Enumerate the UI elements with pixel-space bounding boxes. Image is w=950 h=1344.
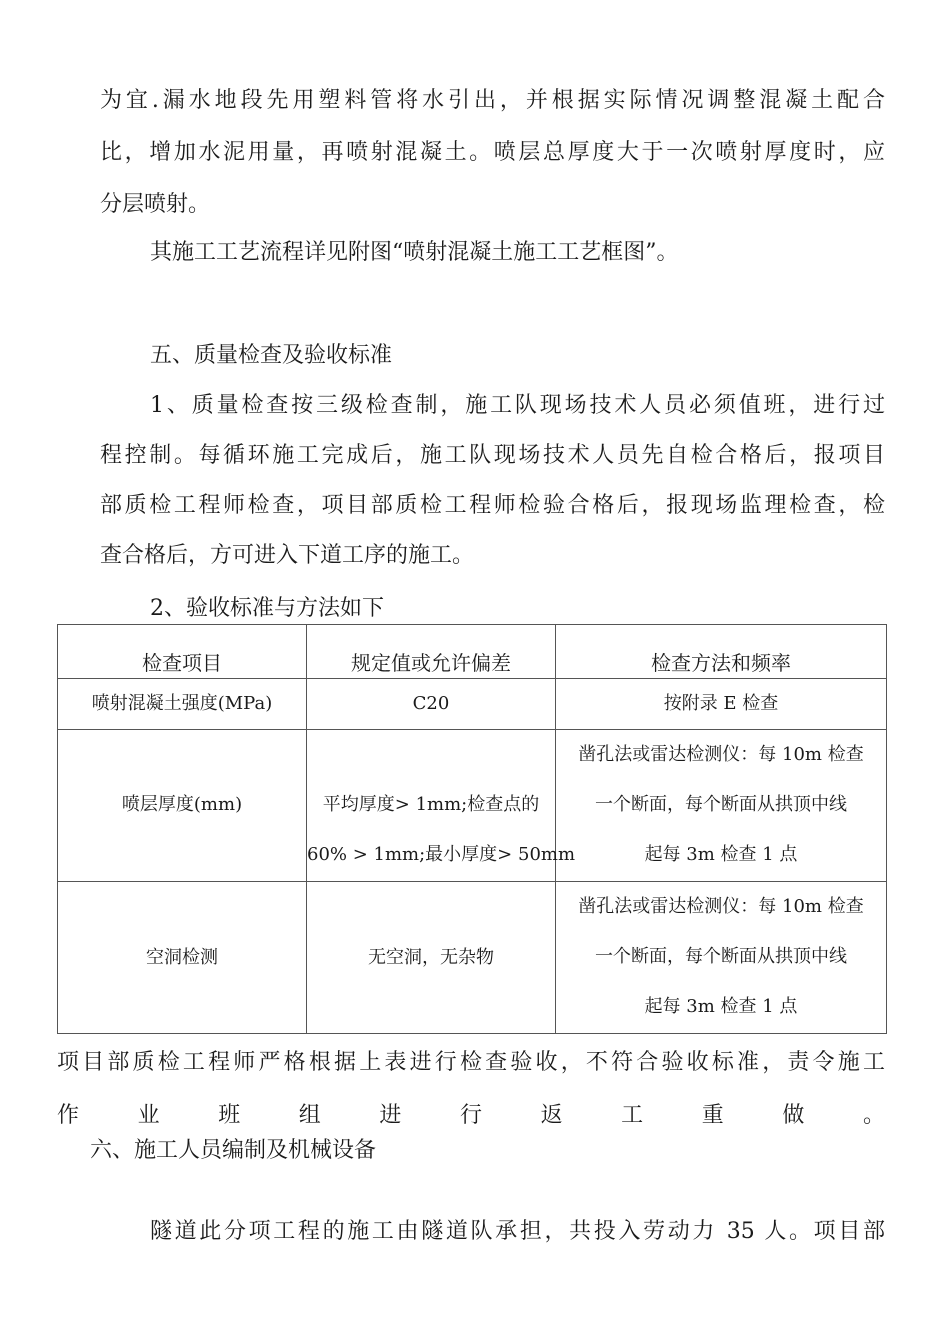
intro-line-3: 分层喷射。 [100, 192, 211, 217]
spaced-char: 班 [218, 1103, 241, 1128]
section5-item1-line-2: 程控制。每循环施工完成后，施工队现场技术人员先自检合格后，报项目 [100, 443, 885, 468]
spaced-char: 行 [459, 1103, 482, 1128]
section6-title: 六、施工人员编制及机械设备 [90, 1138, 377, 1163]
row3-method-line-3: 起每 3m 检查 1 点 [644, 996, 798, 1017]
header-specified-value: 规定值或允许偏差 [307, 625, 556, 679]
section6-paragraph: 隧道此分项工程的施工由隧道队承担，共投入劳动力 35 人。项目部 [150, 1219, 885, 1244]
row2-value-line-2: 60% > 1mm;最小厚度> 50mm [307, 844, 576, 865]
row3-method-line-1: 凿孔法或雷达检测仪：每 10m 检查 [578, 896, 864, 917]
after-table-line-1: 项目部质检工程师严格根据上表进行检查验收，不符合验收标准，责令施工 [57, 1050, 885, 1075]
intro-line-1: 为宜.漏水地段先用塑料管将水引出，并根据实际情况调整混凝土配合 [100, 88, 885, 113]
spaced-char: 。 [862, 1103, 885, 1128]
row1-value: C20 [307, 679, 556, 730]
spaced-char: 业 [137, 1103, 160, 1128]
row2-method-line-1: 凿孔法或雷达检测仪：每 10m 检查 [578, 744, 864, 765]
row3-method-line-2: 一个断面，每个断面从拱顶中线 [595, 946, 847, 967]
section5-item2-line: 2、验收标准与方法如下 [150, 596, 384, 621]
section5-item1-line-1: 1、质量检查按三级检查制，施工队现场技术人员必须值班，进行过 [150, 393, 885, 418]
spaced-char: 作 [57, 1103, 80, 1128]
row2-method-line-2: 一个断面，每个断面从拱顶中线 [595, 794, 847, 815]
row3-method [556, 882, 887, 1034]
row3-value: 无空洞，无杂物 [307, 882, 556, 1034]
header-check-method: 检查方法和频率 [556, 625, 887, 679]
row2-method [556, 730, 887, 882]
intro-line-2: 比，增加水泥用量，再喷射混凝土。喷层总厚度大于一次喷射厚度时，应 [100, 140, 885, 165]
section5-item1-line-4: 查合格后，方可进入下道工序的施工。 [100, 543, 475, 568]
acceptance-standards-table [57, 624, 887, 1034]
section5-item1-line-3: 部质检工程师检查，项目部质检工程师检验合格后，报现场监理检查，检 [100, 493, 885, 518]
table-header-row [58, 625, 887, 679]
row2-value [307, 730, 576, 882]
row1-method: 按附录 E 检查 [556, 679, 887, 730]
spaced-char: 进 [379, 1103, 402, 1128]
header-check-item: 检查项目 [58, 625, 307, 679]
flow-reference-line: 其施工工艺流程详见附图“喷射混凝土施工工艺框图”。 [150, 240, 679, 265]
table-row [58, 679, 887, 730]
row2-item: 喷层厚度(mm) [58, 730, 307, 882]
after-table-line-2 [57, 1101, 885, 1131]
row3-item: 空洞检测 [58, 882, 307, 1034]
row2-method-line-3: 起每 3m 检查 1 点 [644, 844, 798, 865]
spaced-char: 做 [782, 1103, 805, 1128]
spaced-char: 组 [298, 1103, 321, 1128]
spaced-char: 返 [540, 1103, 563, 1128]
spaced-char: 工 [621, 1103, 644, 1128]
table-row [58, 730, 887, 882]
table-row [58, 882, 887, 1034]
section5-title: 五、质量检查及验收标准 [150, 343, 393, 368]
row2-value-line-1: 平均厚度> 1mm;检查点的 [322, 794, 540, 815]
spaced-char: 重 [701, 1103, 724, 1128]
row1-item: 喷射混凝土强度(MPa) [58, 679, 307, 730]
